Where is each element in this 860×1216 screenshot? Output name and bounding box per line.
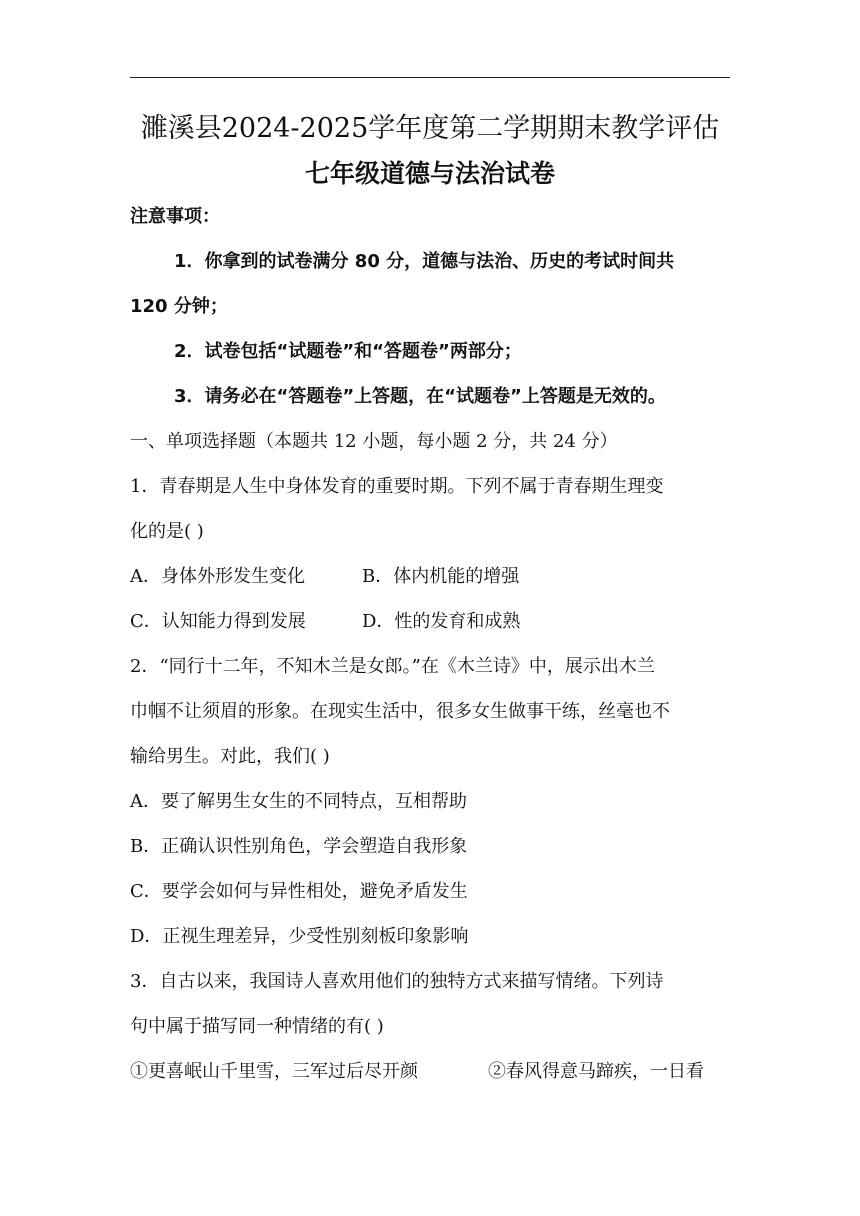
option-a: A．要了解男生女生的不同特点，互相帮助 (130, 791, 467, 812)
question-3-items (130, 1060, 730, 1084)
top-rule (130, 77, 730, 78)
option-a: A．身体外形发生变化 (130, 566, 305, 587)
note-item-2: 2．试卷包括“试题卷”和“答题卷”两部分； (174, 341, 522, 362)
question-1-options-ab (130, 565, 730, 589)
note-item-1: 1．你拿到的试卷满分 80 分，道德与法治、历史的考试时间共 (174, 251, 675, 272)
question-3-stem: 3．自古以来，我国诗人喜欢用他们的独特方式来描写情绪。下列诗 (130, 971, 664, 992)
page-subtitle: 七年级道德与法治试卷 (304, 159, 555, 188)
option-d: D．正视生理差异，少受性别刻板印象影响 (130, 926, 469, 947)
question-2-stem: 2．“同行十二年，不知木兰是女郎。”在《木兰诗》中，展示出木兰 (130, 656, 655, 677)
option-b: B．正确认识性别角色，学会塑造自我形象 (130, 836, 468, 857)
poem-item-2: ②春风得意马蹄疾，一日看 (488, 1061, 704, 1082)
poem-item-1: ①更喜岷山千里雪，三军过后尽开颜 (130, 1061, 418, 1082)
option-c: C．认知能力得到发展 (130, 611, 306, 632)
notes-heading: 注意事项： (130, 206, 220, 227)
section-heading: 一、单项选择题（本题共 12 小题，每小题 2 分，共 24 分） (130, 431, 618, 452)
question-3-stem-cont: 句中属于描写同一种情绪的有( ) (130, 1016, 384, 1037)
note-item-1-cont: 120 分钟； (130, 296, 228, 317)
option-d: D．性的发育和成熟 (362, 611, 521, 632)
page-title: 濉溪县2024-2025学年度第二学期期末教学评估 (140, 113, 720, 144)
question-1-stem: 1．青春期是人生中身体发育的重要时期。下列不属于青春期生理变 (130, 476, 664, 497)
question-1-options-cd (130, 610, 730, 634)
note-item-3: 3．请务必在“答题卷”上答题，在“试题卷”上答题是无效的。 (174, 386, 666, 407)
question-2-stem-cont: 输给男生。对此，我们( ) (130, 746, 330, 767)
question-1-stem-cont: 化的是( ) (130, 521, 204, 542)
option-c: C．要学会如何与异性相处，避免矛盾发生 (130, 881, 468, 902)
option-b: B．体内机能的增强 (362, 566, 520, 587)
question-2-stem-cont: 巾帼不让须眉的形象。在现实生活中，很多女生做事干练，丝毫也不 (130, 701, 670, 722)
